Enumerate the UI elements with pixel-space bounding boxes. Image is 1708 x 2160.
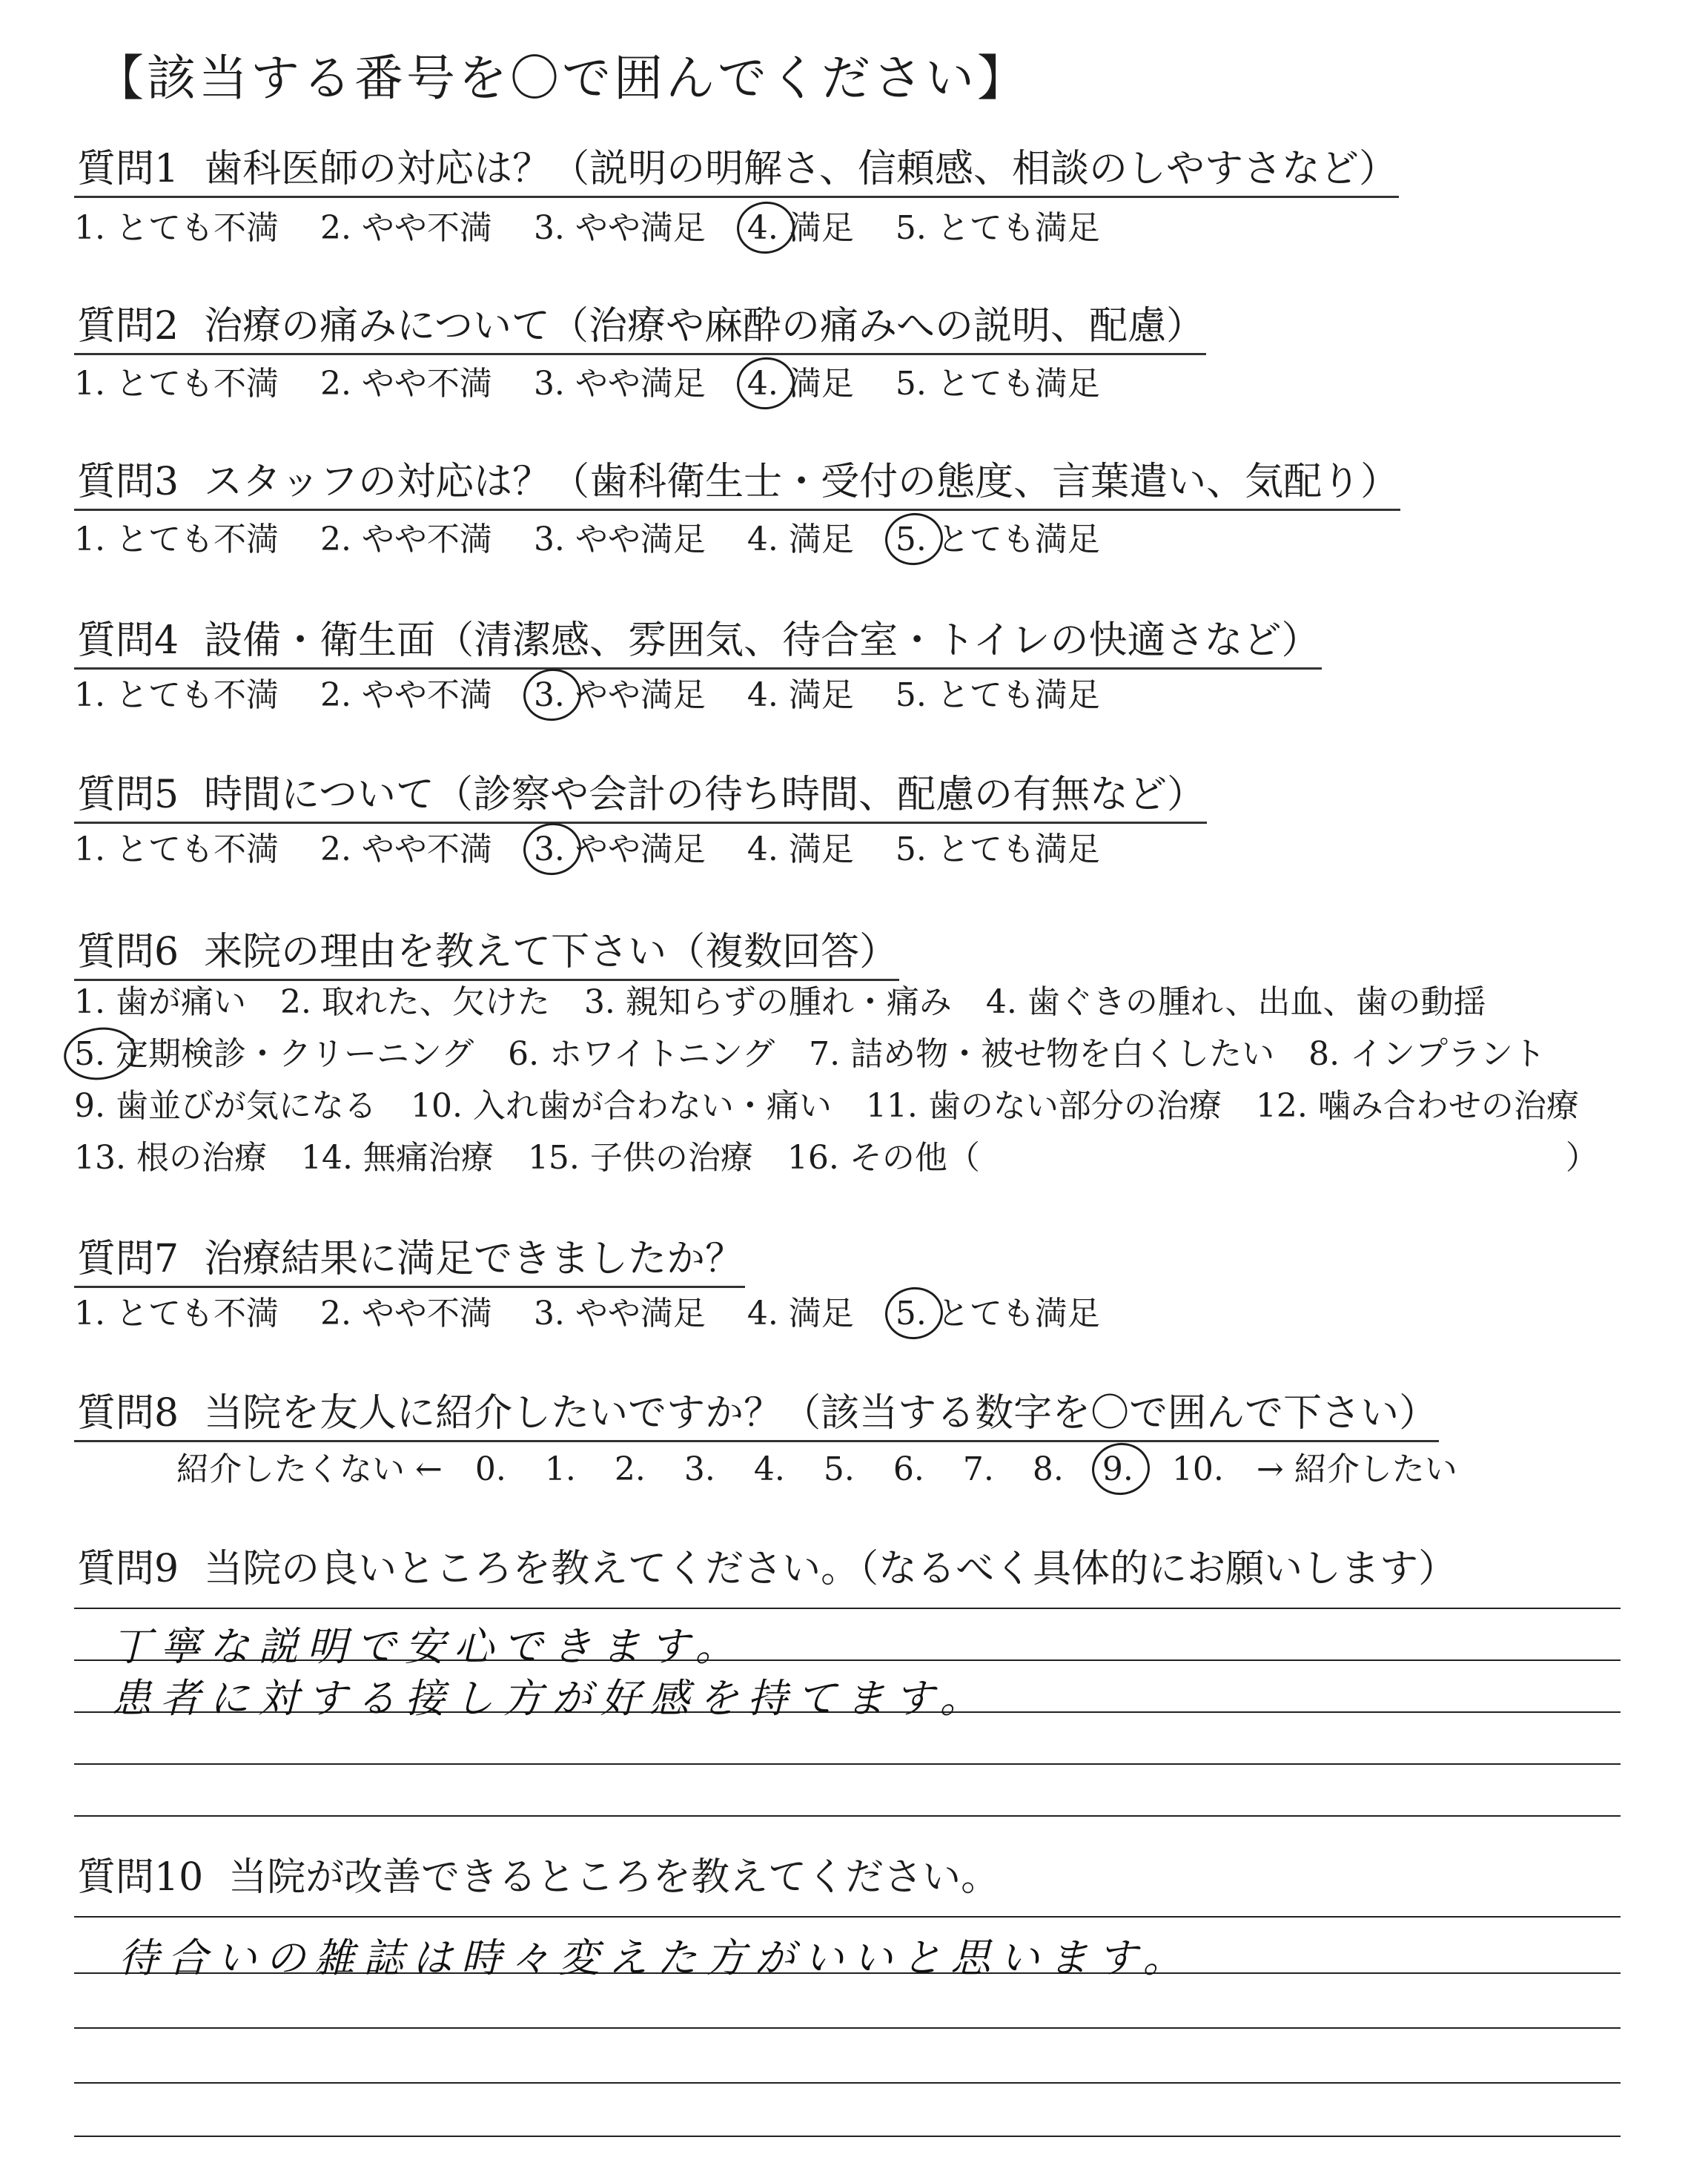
question-3-text: スタッフの対応は？（歯科衛生士・受付の態度、言葉遣い、気配り） [204, 460, 1400, 504]
question-6 [74, 928, 899, 981]
q6-option-13[interactable]: 13. 根の治療 [74, 1139, 267, 1177]
question-7-options [74, 1293, 1100, 1335]
q6-option-16[interactable]: 16. その他（ [787, 1139, 980, 1177]
question-10-text: 当院が改善できるところを教えてください。 [228, 1855, 1000, 1900]
question-9-label: 質問9 [77, 1547, 179, 1591]
q8-left-label: 紹介したくない ← [176, 1450, 443, 1488]
q8-right-label: → 紹介したい [1256, 1450, 1457, 1488]
question-6-text: 来院の理由を教えて下さい（複数回答） [204, 930, 898, 974]
q4-option-5-label: 5. とても満足 [895, 676, 1100, 714]
q3-option-3[interactable] [534, 519, 706, 561]
question-1-text: 歯科医師の対応は？（説明の明解さ、信頼感、相談のしやすさなど） [204, 147, 1398, 191]
question-1-options [74, 208, 1100, 249]
q7-option-3-label: 3. やや満足 [533, 1295, 706, 1332]
q6-option-14[interactable]: 14. 無痛治療 [300, 1139, 494, 1177]
q8-scale-2[interactable] [615, 1449, 684, 1490]
question-9-text: 当院の良いところを教えてください。（なるべく具体的にお願いします） [204, 1547, 1457, 1591]
q8-scale-4-label: 4. [753, 1450, 785, 1488]
q7-option-1-label: 1. とても不満 [74, 1295, 279, 1332]
question-10 [74, 1854, 1001, 1904]
q7-option-3[interactable] [534, 1293, 706, 1335]
q6-option-10[interactable]: 10. 入れ歯が合わない・痛い [410, 1087, 832, 1125]
q4-option-4[interactable] [747, 675, 854, 716]
q10-answer-line-5 [74, 2136, 1621, 2137]
q7-option-5-label: 5. とても満足 [895, 1295, 1100, 1332]
question-6-options-row-4 [74, 1137, 1598, 1179]
q5-option-3-label: 3. やや満足 [533, 830, 706, 868]
q8-scale-1-label: 1. [544, 1450, 576, 1488]
question-7-label: 質問7 [77, 1237, 179, 1281]
q1-option-4[interactable] [747, 208, 854, 249]
question-3-label: 質問3 [77, 460, 179, 504]
q7-option-2[interactable] [320, 1293, 492, 1335]
q8-scale-9-label: 9. [1102, 1450, 1133, 1488]
q6-option-1[interactable]: 1. 歯が痛い [74, 983, 246, 1021]
q7-option-1[interactable] [74, 1293, 279, 1335]
q2-option-3-label: 3. やや満足 [533, 365, 706, 403]
q8-scale-2-label: 2. [614, 1450, 646, 1488]
q6-option-9[interactable]: 9. 歯並びが気になる [74, 1087, 377, 1125]
q6-option-4[interactable]: 4. 歯ぐきの腫れ、出血、歯の動揺 [985, 983, 1486, 1021]
q3-option-2[interactable] [320, 519, 492, 561]
q1-option-1[interactable] [74, 208, 279, 249]
q1-option-2-label: 2. やや不満 [320, 209, 492, 247]
q5-option-4-label: 4. 満足 [747, 830, 854, 868]
q6-option-6[interactable]: 6. ホワイトニング [508, 1035, 775, 1073]
q6-option-5[interactable] [74, 1034, 474, 1075]
question-7-text: 治療結果に満足できましたか？ [204, 1237, 744, 1281]
q4-option-1[interactable] [74, 675, 279, 716]
q6-other-close: ） [1565, 1139, 1598, 1177]
q8-scale-9[interactable] [1102, 1449, 1172, 1490]
q4-option-2-label: 2. やや不満 [320, 676, 492, 714]
q8-scale-7[interactable] [963, 1449, 1033, 1490]
q8-scale-7-label: 7. [962, 1450, 994, 1488]
q5-option-2-label: 2. やや不満 [320, 830, 492, 868]
question-8 [74, 1390, 1439, 1442]
q8-scale-4[interactable] [754, 1449, 824, 1490]
question-1 [74, 145, 1399, 198]
q1-option-1-label: 1. とても不満 [74, 209, 279, 247]
question-4-label: 質問4 [77, 618, 179, 663]
q4-option-4-label: 4. 満足 [747, 676, 854, 714]
q9-handwritten-answer-2[interactable]: 患者に対する接し方が好感を持てます。 [111, 1675, 989, 1722]
q1-option-5-label: 5. とても満足 [895, 209, 1100, 247]
q6-option-15[interactable]: 15. 子供の治療 [527, 1139, 753, 1177]
q2-option-5-label: 5. とても満足 [895, 365, 1100, 403]
q8-scale-5[interactable] [824, 1449, 893, 1490]
q6-option-8[interactable]: 8. インプラント [1308, 1035, 1546, 1073]
question-5-options [74, 829, 1100, 871]
q2-option-2-label: 2. やや不満 [320, 365, 492, 403]
q3-option-1-label: 1. とても不満 [74, 521, 279, 558]
q4-option-3[interactable] [534, 675, 706, 716]
q2-option-4[interactable] [747, 363, 854, 405]
q4-option-3-label: 3. やや満足 [533, 676, 706, 714]
question-10-label: 質問10 [77, 1855, 204, 1900]
q8-scale-10[interactable] [1172, 1449, 1242, 1490]
q5-option-4[interactable] [747, 829, 854, 871]
question-8-label: 質問8 [77, 1391, 179, 1436]
q5-option-5-label: 5. とても満足 [895, 830, 1100, 868]
q2-option-4-label: 4. 満足 [747, 365, 854, 403]
q5-option-1-label: 1. とても不満 [74, 830, 279, 868]
question-4-options [74, 675, 1100, 716]
q6-option-5-label: 5. 定期検診・クリーニング [74, 1035, 474, 1073]
question-6-options-row-2 [74, 1034, 1546, 1075]
q6-option-11[interactable]: 11. 歯のない部分の治療 [865, 1087, 1222, 1125]
q10-answer-line-4 [74, 2082, 1621, 2084]
q7-option-4-label: 4. 満足 [747, 1295, 854, 1332]
q6-option-7[interactable]: 7. 詰め物・被せ物を白くしたい [809, 1035, 1275, 1073]
question-3-options [74, 519, 1100, 561]
q8-scale-8-label: 8. [1032, 1450, 1064, 1488]
q2-option-1-label: 1. とても不満 [74, 365, 279, 403]
q1-option-3-label: 3. やや満足 [533, 209, 706, 247]
q2-option-5[interactable] [896, 363, 1100, 405]
question-5 [74, 771, 1207, 824]
q4-option-2[interactable] [320, 675, 492, 716]
question-2-options [74, 363, 1100, 405]
q6-option-3[interactable]: 3. 親知らずの腫れ・痛み [583, 983, 952, 1021]
q3-option-4-label: 4. 満足 [747, 521, 854, 558]
question-8-text: 当院を友人に紹介したいですか？（該当する数字を〇で囲んで下さい） [204, 1391, 1438, 1436]
q1-option-2[interactable] [320, 208, 492, 249]
page-title: 【該当する番号を〇で囲んでください】 [95, 50, 1029, 107]
q3-option-1[interactable] [74, 519, 279, 561]
q10-answer-line-1 [74, 1916, 1621, 1918]
question-2 [74, 303, 1206, 355]
q8-scale-10-label: 10. [1171, 1450, 1224, 1488]
q4-option-1-label: 1. とても不満 [74, 676, 279, 714]
q3-option-4[interactable] [747, 519, 854, 561]
q9-answer-line-5 [74, 1815, 1621, 1817]
question-1-label: 質問1 [77, 147, 179, 191]
question-4 [74, 617, 1322, 670]
q1-option-4-label: 4. 満足 [747, 209, 854, 247]
question-6-options-row-3 [74, 1086, 1579, 1127]
question-2-text: 治療の痛みについて（治療や麻酔の痛みへの説明、配慮） [204, 304, 1205, 349]
question-8-scale [176, 1449, 1457, 1490]
q2-option-1[interactable] [74, 363, 279, 405]
q2-option-2[interactable] [320, 363, 492, 405]
question-5-text: 時間について（診察や会計の待ち時間、配慮の有無など） [204, 773, 1206, 817]
q8-scale-3-label: 3. [683, 1450, 715, 1488]
q10-answer-line-3 [74, 2027, 1621, 2029]
q2-option-3[interactable] [534, 363, 706, 405]
q8-scale-0-label: 0. [474, 1450, 506, 1488]
q8-scale-0[interactable] [475, 1449, 545, 1490]
q5-option-2[interactable] [320, 829, 492, 871]
question-9 [74, 1545, 1458, 1596]
q4-option-5[interactable] [896, 675, 1100, 716]
q3-option-5-label: 5. とても満足 [895, 521, 1100, 558]
q3-option-2-label: 2. やや不満 [320, 521, 492, 558]
q8-scale-1[interactable] [545, 1449, 615, 1490]
q7-option-2-label: 2. やや不満 [320, 1295, 492, 1332]
q5-option-3[interactable] [534, 829, 706, 871]
q9-handwritten-answer-1[interactable]: 丁寧な説明で安心できます。 [111, 1623, 744, 1670]
q6-option-2[interactable]: 2. 取れた、欠けた [279, 983, 550, 1021]
question-5-label: 質問5 [77, 773, 179, 817]
q8-scale-5-label: 5. [823, 1450, 855, 1488]
question-7 [74, 1235, 745, 1288]
question-6-options-row-1 [74, 982, 1486, 1023]
question-4-text: 設備・衛生面（清潔感、雰囲気、待合室・トイレの快適さなど） [204, 618, 1320, 663]
q5-option-5[interactable] [896, 829, 1100, 871]
question-3 [74, 458, 1400, 511]
q1-option-5[interactable] [896, 208, 1100, 249]
q8-scale-6-label: 6. [893, 1450, 924, 1488]
q7-option-4[interactable] [747, 1293, 854, 1335]
q7-option-5[interactable] [896, 1293, 1100, 1335]
q8-scale-3[interactable] [684, 1449, 754, 1490]
q8-scale-8[interactable] [1033, 1449, 1102, 1490]
q5-option-1[interactable] [74, 829, 279, 871]
question-2-label: 質問2 [77, 304, 179, 349]
q3-option-3-label: 3. やや満足 [533, 521, 706, 558]
question-6-label: 質問6 [77, 930, 179, 974]
q9-answer-line-1 [74, 1608, 1621, 1609]
q3-option-5[interactable] [896, 519, 1100, 561]
q9-answer-line-4 [74, 1763, 1621, 1765]
q8-scale-values [475, 1450, 1242, 1488]
q8-scale-6[interactable] [893, 1449, 963, 1490]
q1-option-3[interactable] [534, 208, 706, 249]
q6-option-12[interactable]: 12. 噛み合わせの治療 [1255, 1087, 1579, 1125]
q10-handwritten-answer-1[interactable]: 待合いの雑誌は時々変えた方がいいと思います。 [119, 1935, 1192, 1981]
